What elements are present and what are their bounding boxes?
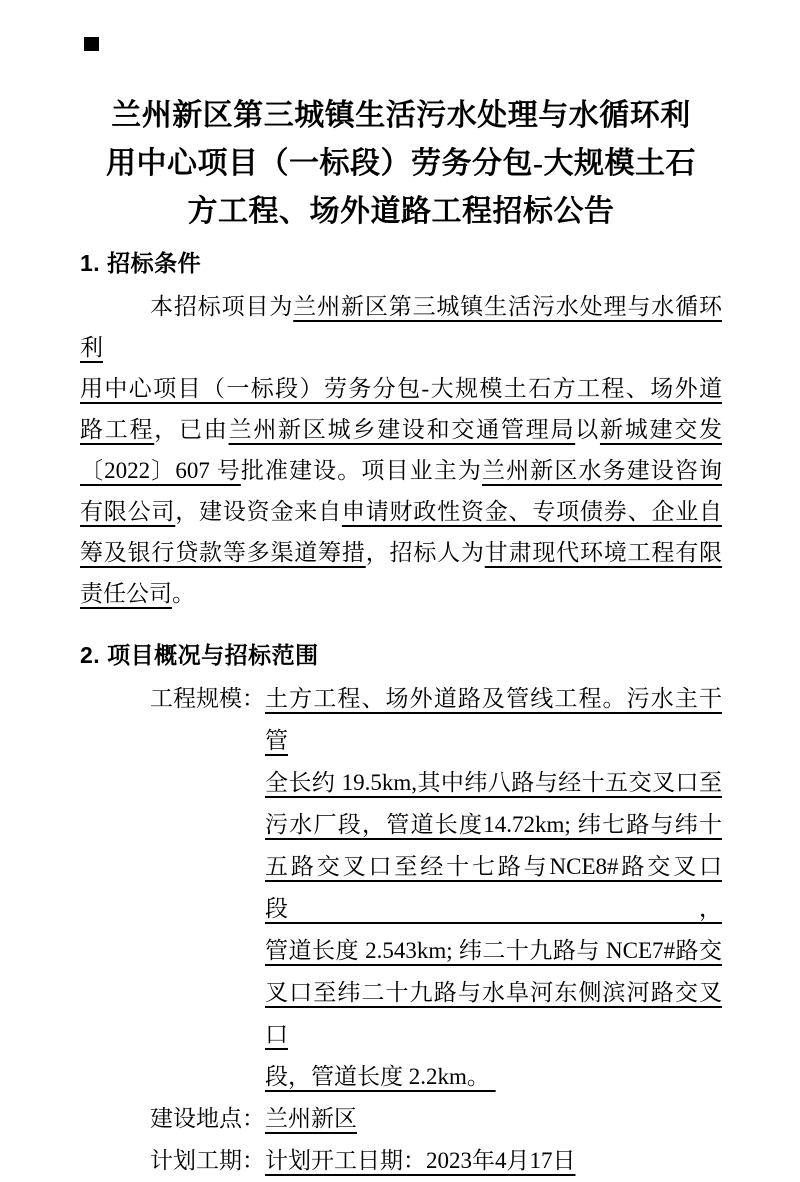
underlined-text: 兰州新区水务建设咨询 — [481, 458, 723, 483]
text-line — [265, 678, 722, 762]
plain-text: 批准建设。项目业主为 — [240, 458, 482, 483]
field-planned-schedule — [80, 1140, 722, 1182]
text-line — [265, 1056, 722, 1098]
plain-text: 。 — [172, 581, 195, 606]
text-line — [265, 846, 722, 930]
underlined-text: 污水厂段，管道长度14.72km; 纬七路与纬十 — [265, 812, 722, 837]
underlined-text: 用中心项目（一标段）劳务分包-大规模土石方工程、场外道 — [80, 376, 722, 401]
underlined-text: 土方工程、场外道路及管线工程。污水主干管 — [265, 686, 722, 753]
underlined-text: 申请财政性资金、专项债券、企业自 — [341, 499, 723, 524]
text-line — [80, 491, 722, 532]
underlined-text: 〔2022〕607 号 — [80, 458, 241, 483]
text-line — [80, 532, 722, 573]
plain-text: ，建设资金来自 — [175, 499, 342, 524]
text-line — [80, 409, 722, 450]
field-project-scale — [80, 678, 722, 1098]
text-line — [80, 573, 722, 614]
title-line: 用中心项目（一标段）劳务分包-大规模土石 — [106, 147, 696, 180]
section-heading-project-overview: 2. 项目概况与招标范围 — [80, 642, 319, 668]
underlined-text: 路工程 — [80, 417, 155, 442]
text-line — [265, 972, 722, 1056]
text-line — [80, 368, 722, 409]
field-construction-site — [80, 1098, 722, 1140]
underlined-text: 兰州新区第三城镇生活污水处理与水循环利 — [80, 294, 723, 360]
field-value: 兰州新区 — [265, 1106, 357, 1131]
text-line — [80, 286, 722, 368]
underlined-text: 五路交叉口至经十七路与NCE8#路交叉口段， — [265, 854, 722, 921]
field-value-lines — [265, 678, 722, 1098]
underlined-text: 兰州新区城乡建设和交通管理局 — [228, 417, 576, 442]
underlined-text: 责任公司 — [80, 581, 172, 606]
plain-text: ，招标人为 — [365, 540, 485, 565]
title-line: 兰州新区第三城镇生活污水处理与水循环利 — [111, 99, 691, 132]
tender-conditions-paragraph — [80, 286, 722, 614]
field-value: 计划开工日期：2023年4月17日 — [265, 1148, 576, 1173]
text-line — [265, 804, 722, 846]
title-line: 方工程、场外道路工程招标公告 — [187, 195, 615, 228]
black-square-artifact — [84, 37, 99, 51]
document-title — [80, 92, 722, 236]
field-label: 建设地点： — [150, 1106, 265, 1131]
underlined-text: 管道长度 2.543km; 纬二十九路与 NCE7#路交 — [265, 938, 722, 963]
underlined-text: 筹及银行贷款等多渠道筹措 — [80, 540, 366, 565]
section-heading-tender-conditions: 1. 招标条件 — [80, 250, 202, 276]
underlined-text: 有限公司 — [80, 499, 176, 524]
field-label: 工程规模： — [150, 686, 265, 711]
text-line — [80, 450, 722, 491]
underlined-text: 段，管道长度 2.2km。 — [265, 1064, 496, 1089]
text-line — [265, 930, 722, 972]
underlined-text: 叉口至纬二十九路与水阜河东侧滨河路交叉口 — [265, 980, 722, 1047]
underlined-text: 新城建交发 — [599, 417, 723, 442]
plain-text: 本招标项目为 — [150, 294, 294, 319]
underlined-text: 全长约 19.5km,其中纬八路与经十五交叉口至 — [265, 770, 722, 795]
text-line — [265, 762, 722, 804]
underlined-text: 甘肃现代环境工程有限 — [484, 540, 723, 565]
plain-text: ，已由 — [154, 417, 229, 442]
field-label: 计划工期： — [150, 1148, 265, 1173]
plain-text: 以 — [575, 417, 600, 442]
